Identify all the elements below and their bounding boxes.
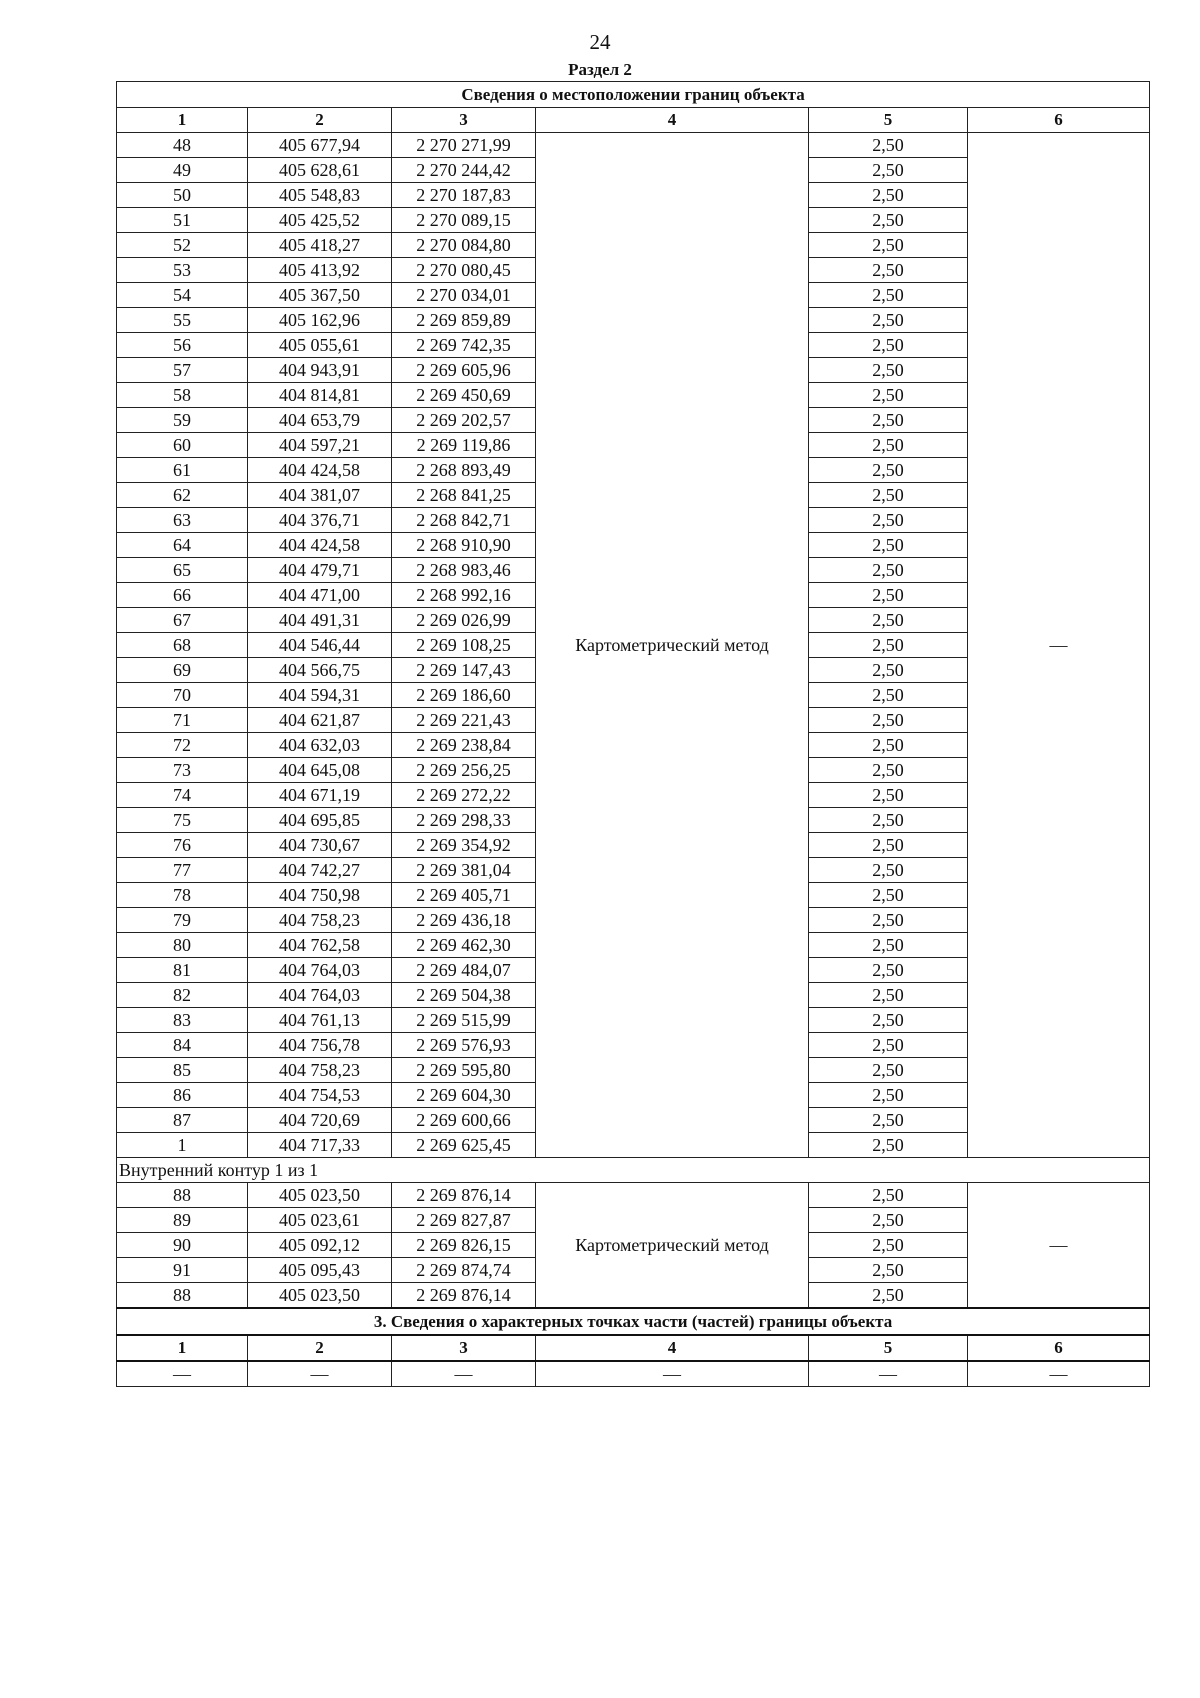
y-coordinate: 2 268 992,16 (392, 583, 536, 608)
precision: 2,50 (809, 308, 968, 333)
precision: 2,50 (809, 883, 968, 908)
empty-dash-cell: — (968, 1361, 1150, 1387)
outer-contour-method: Картометрический метод (536, 133, 809, 1158)
x-coordinate: 404 381,07 (248, 483, 392, 508)
y-coordinate: 2 269 462,30 (392, 933, 536, 958)
precision: 2,50 (809, 1008, 968, 1033)
y-coordinate: 2 269 108,25 (392, 633, 536, 658)
x-coordinate: 404 491,31 (248, 608, 392, 633)
precision: 2,50 (809, 208, 968, 233)
point-number: 70 (117, 683, 248, 708)
precision: 2,50 (809, 533, 968, 558)
x-coordinate: 404 424,58 (248, 458, 392, 483)
point-number: 71 (117, 708, 248, 733)
y-coordinate: 2 269 874,74 (392, 1258, 536, 1283)
point-number: 1 (117, 1133, 248, 1158)
precision: 2,50 (809, 1083, 968, 1108)
column-number: 2 (248, 1335, 392, 1361)
precision: 2,50 (809, 1133, 968, 1158)
empty-dash-cell: — (248, 1361, 392, 1387)
point-number: 65 (117, 558, 248, 583)
precision: 2,50 (809, 808, 968, 833)
precision: 2,50 (809, 658, 968, 683)
point-number: 57 (117, 358, 248, 383)
precision: 2,50 (809, 383, 968, 408)
x-coordinate: 404 761,13 (248, 1008, 392, 1033)
x-coordinate: 405 418,27 (248, 233, 392, 258)
point-number: 67 (117, 608, 248, 633)
section-title: Раздел 2 (568, 60, 632, 79)
y-coordinate: 2 268 893,49 (392, 458, 536, 483)
y-coordinate: 2 269 504,38 (392, 983, 536, 1008)
point-number: 91 (117, 1258, 248, 1283)
y-coordinate: 2 270 089,15 (392, 208, 536, 233)
precision: 2,50 (809, 358, 968, 383)
point-number: 82 (117, 983, 248, 1008)
precision: 2,50 (809, 1058, 968, 1083)
x-coordinate: 404 943,91 (248, 358, 392, 383)
x-coordinate: 405 162,96 (248, 308, 392, 333)
column-number: 3 (392, 108, 536, 133)
y-coordinate: 2 268 841,25 (392, 483, 536, 508)
x-coordinate: 404 764,03 (248, 983, 392, 1008)
precision: 2,50 (809, 183, 968, 208)
precision: 2,50 (809, 1108, 968, 1133)
y-coordinate: 2 269 576,93 (392, 1033, 536, 1058)
outer-contour-row (117, 133, 1150, 158)
section3-empty-row (117, 1361, 1150, 1387)
y-coordinate: 2 269 436,18 (392, 908, 536, 933)
precision: 2,50 (809, 508, 968, 533)
y-coordinate: 2 268 910,90 (392, 533, 536, 558)
inner-contour-row (117, 1183, 1150, 1208)
point-number: 64 (117, 533, 248, 558)
x-coordinate: 404 730,67 (248, 833, 392, 858)
point-number: 76 (117, 833, 248, 858)
point-number: 87 (117, 1108, 248, 1133)
y-coordinate: 2 269 256,25 (392, 758, 536, 783)
x-coordinate: 404 479,71 (248, 558, 392, 583)
precision: 2,50 (809, 983, 968, 1008)
y-coordinate: 2 270 034,01 (392, 283, 536, 308)
precision: 2,50 (809, 1208, 968, 1233)
table-caption: Сведения о местоположении границ объекта (117, 82, 1150, 108)
point-number: 56 (117, 333, 248, 358)
x-coordinate: 404 566,75 (248, 658, 392, 683)
y-coordinate: 2 270 084,80 (392, 233, 536, 258)
y-coordinate: 2 270 080,45 (392, 258, 536, 283)
x-coordinate: 405 055,61 (248, 333, 392, 358)
point-number: 66 (117, 583, 248, 608)
precision: 2,50 (809, 783, 968, 808)
precision: 2,50 (809, 258, 968, 283)
point-number: 48 (117, 133, 248, 158)
x-coordinate: 405 677,94 (248, 133, 392, 158)
point-number: 51 (117, 208, 248, 233)
x-coordinate: 404 424,58 (248, 533, 392, 558)
section3-title: 3. Сведения о характерных точках части (частей) границы объекта (117, 1308, 1150, 1335)
column-number: 5 (809, 108, 968, 133)
precision: 2,50 (809, 1258, 968, 1283)
y-coordinate: 2 269 119,86 (392, 433, 536, 458)
x-coordinate: 404 758,23 (248, 908, 392, 933)
column-number-row (117, 108, 1150, 133)
point-number: 75 (117, 808, 248, 833)
section3-column-number-row (117, 1335, 1150, 1361)
point-number: 74 (117, 783, 248, 808)
precision: 2,50 (809, 283, 968, 308)
y-coordinate: 2 269 221,43 (392, 708, 536, 733)
y-coordinate: 2 269 354,92 (392, 833, 536, 858)
empty-dash-cell: — (536, 1361, 809, 1387)
y-coordinate: 2 269 026,99 (392, 608, 536, 633)
point-number: 88 (117, 1283, 248, 1309)
point-number: 61 (117, 458, 248, 483)
point-number: 78 (117, 883, 248, 908)
column-number: 4 (536, 108, 809, 133)
precision: 2,50 (809, 458, 968, 483)
x-coordinate: 405 548,83 (248, 183, 392, 208)
y-coordinate: 2 270 187,83 (392, 183, 536, 208)
y-coordinate: 2 269 826,15 (392, 1233, 536, 1258)
point-number: 54 (117, 283, 248, 308)
point-number: 84 (117, 1033, 248, 1058)
point-number: 86 (117, 1083, 248, 1108)
empty-dash-cell: — (809, 1361, 968, 1387)
point-number: 62 (117, 483, 248, 508)
x-coordinate: 404 758,23 (248, 1058, 392, 1083)
x-coordinate: 404 632,03 (248, 733, 392, 758)
y-coordinate: 2 268 842,71 (392, 508, 536, 533)
empty-dash-cell: — (117, 1361, 248, 1387)
y-coordinate: 2 269 484,07 (392, 958, 536, 983)
y-coordinate: 2 269 625,45 (392, 1133, 536, 1158)
x-coordinate: 404 720,69 (248, 1108, 392, 1133)
y-coordinate: 2 269 604,30 (392, 1083, 536, 1108)
x-coordinate: 404 671,19 (248, 783, 392, 808)
precision: 2,50 (809, 933, 968, 958)
point-number: 69 (117, 658, 248, 683)
x-coordinate: 404 471,00 (248, 583, 392, 608)
table-caption-row (117, 82, 1150, 108)
point-number: 53 (117, 258, 248, 283)
x-coordinate: 405 095,43 (248, 1258, 392, 1283)
precision: 2,50 (809, 433, 968, 458)
x-coordinate: 404 717,33 (248, 1133, 392, 1158)
inner-contour-method: Картометрический метод (536, 1183, 809, 1309)
x-coordinate: 404 762,58 (248, 933, 392, 958)
y-coordinate: 2 269 515,99 (392, 1008, 536, 1033)
x-coordinate: 404 750,98 (248, 883, 392, 908)
point-number: 55 (117, 308, 248, 333)
y-coordinate: 2 269 186,60 (392, 683, 536, 708)
precision: 2,50 (809, 958, 968, 983)
precision: 2,50 (809, 233, 968, 258)
y-coordinate: 2 269 298,33 (392, 808, 536, 833)
x-coordinate: 405 092,12 (248, 1233, 392, 1258)
point-number: 89 (117, 1208, 248, 1233)
column-number: 5 (809, 1335, 968, 1361)
empty-dash-cell: — (392, 1361, 536, 1387)
y-coordinate: 2 269 876,14 (392, 1283, 536, 1309)
x-coordinate: 405 023,61 (248, 1208, 392, 1233)
page-number: 24 (589, 30, 611, 54)
column-number: 3 (392, 1335, 536, 1361)
column-number: 2 (248, 108, 392, 133)
column-number: 4 (536, 1335, 809, 1361)
y-coordinate: 2 269 405,71 (392, 883, 536, 908)
precision: 2,50 (809, 758, 968, 783)
y-coordinate: 2 269 381,04 (392, 858, 536, 883)
y-coordinate: 2 269 876,14 (392, 1183, 536, 1208)
x-coordinate: 405 367,50 (248, 283, 392, 308)
x-coordinate: 405 628,61 (248, 158, 392, 183)
y-coordinate: 2 269 605,96 (392, 358, 536, 383)
point-number: 80 (117, 933, 248, 958)
y-coordinate: 2 269 827,87 (392, 1208, 536, 1233)
x-coordinate: 404 376,71 (248, 508, 392, 533)
inner-contour-label: Внутренний контур 1 из 1 (117, 1158, 1150, 1183)
boundary-table (116, 81, 1150, 1387)
point-number: 50 (117, 183, 248, 208)
y-coordinate: 2 268 983,46 (392, 558, 536, 583)
x-coordinate: 404 754,53 (248, 1083, 392, 1108)
point-number: 49 (117, 158, 248, 183)
point-number: 60 (117, 433, 248, 458)
precision: 2,50 (809, 1283, 968, 1309)
y-coordinate: 2 270 244,42 (392, 158, 536, 183)
y-coordinate: 2 269 450,69 (392, 383, 536, 408)
x-coordinate: 404 546,44 (248, 633, 392, 658)
x-coordinate: 404 756,78 (248, 1033, 392, 1058)
precision: 2,50 (809, 1183, 968, 1208)
precision: 2,50 (809, 733, 968, 758)
precision: 2,50 (809, 583, 968, 608)
precision: 2,50 (809, 633, 968, 658)
section3-title-row (117, 1308, 1150, 1335)
x-coordinate: 404 621,87 (248, 708, 392, 733)
point-number: 81 (117, 958, 248, 983)
point-number: 68 (117, 633, 248, 658)
point-number: 88 (117, 1183, 248, 1208)
y-coordinate: 2 269 742,35 (392, 333, 536, 358)
point-number: 79 (117, 908, 248, 933)
y-coordinate: 2 269 202,57 (392, 408, 536, 433)
x-coordinate: 404 653,79 (248, 408, 392, 433)
x-coordinate: 405 023,50 (248, 1283, 392, 1309)
precision: 2,50 (809, 1233, 968, 1258)
precision: 2,50 (809, 908, 968, 933)
point-number: 52 (117, 233, 248, 258)
inner-contour-label-row (117, 1158, 1150, 1183)
x-coordinate: 405 023,50 (248, 1183, 392, 1208)
x-coordinate: 404 695,85 (248, 808, 392, 833)
point-number: 73 (117, 758, 248, 783)
outer-contour-col6-dash: — (968, 133, 1150, 1158)
point-number: 90 (117, 1233, 248, 1258)
precision: 2,50 (809, 683, 968, 708)
precision: 2,50 (809, 558, 968, 583)
x-coordinate: 404 645,08 (248, 758, 392, 783)
point-number: 63 (117, 508, 248, 533)
point-number: 59 (117, 408, 248, 433)
x-coordinate: 405 425,52 (248, 208, 392, 233)
y-coordinate: 2 269 238,84 (392, 733, 536, 758)
boundary-table-body (117, 82, 1150, 1387)
precision: 2,50 (809, 133, 968, 158)
x-coordinate: 404 594,31 (248, 683, 392, 708)
point-number: 72 (117, 733, 248, 758)
x-coordinate: 404 742,27 (248, 858, 392, 883)
precision: 2,50 (809, 1033, 968, 1058)
y-coordinate: 2 269 595,80 (392, 1058, 536, 1083)
y-coordinate: 2 269 272,22 (392, 783, 536, 808)
column-number: 6 (968, 1335, 1150, 1361)
point-number: 58 (117, 383, 248, 408)
column-number: 6 (968, 108, 1150, 133)
y-coordinate: 2 269 147,43 (392, 658, 536, 683)
point-number: 83 (117, 1008, 248, 1033)
precision: 2,50 (809, 483, 968, 508)
x-coordinate: 404 764,03 (248, 958, 392, 983)
x-coordinate: 404 814,81 (248, 383, 392, 408)
point-number: 85 (117, 1058, 248, 1083)
x-coordinate: 405 413,92 (248, 258, 392, 283)
precision: 2,50 (809, 608, 968, 633)
y-coordinate: 2 269 600,66 (392, 1108, 536, 1133)
precision: 2,50 (809, 858, 968, 883)
precision: 2,50 (809, 333, 968, 358)
precision: 2,50 (809, 158, 968, 183)
column-number: 1 (117, 1335, 248, 1361)
inner-contour-col6-dash: — (968, 1183, 1150, 1309)
y-coordinate: 2 269 859,89 (392, 308, 536, 333)
precision: 2,50 (809, 708, 968, 733)
precision: 2,50 (809, 833, 968, 858)
x-coordinate: 404 597,21 (248, 433, 392, 458)
point-number: 77 (117, 858, 248, 883)
column-number: 1 (117, 108, 248, 133)
y-coordinate: 2 270 271,99 (392, 133, 536, 158)
precision: 2,50 (809, 408, 968, 433)
